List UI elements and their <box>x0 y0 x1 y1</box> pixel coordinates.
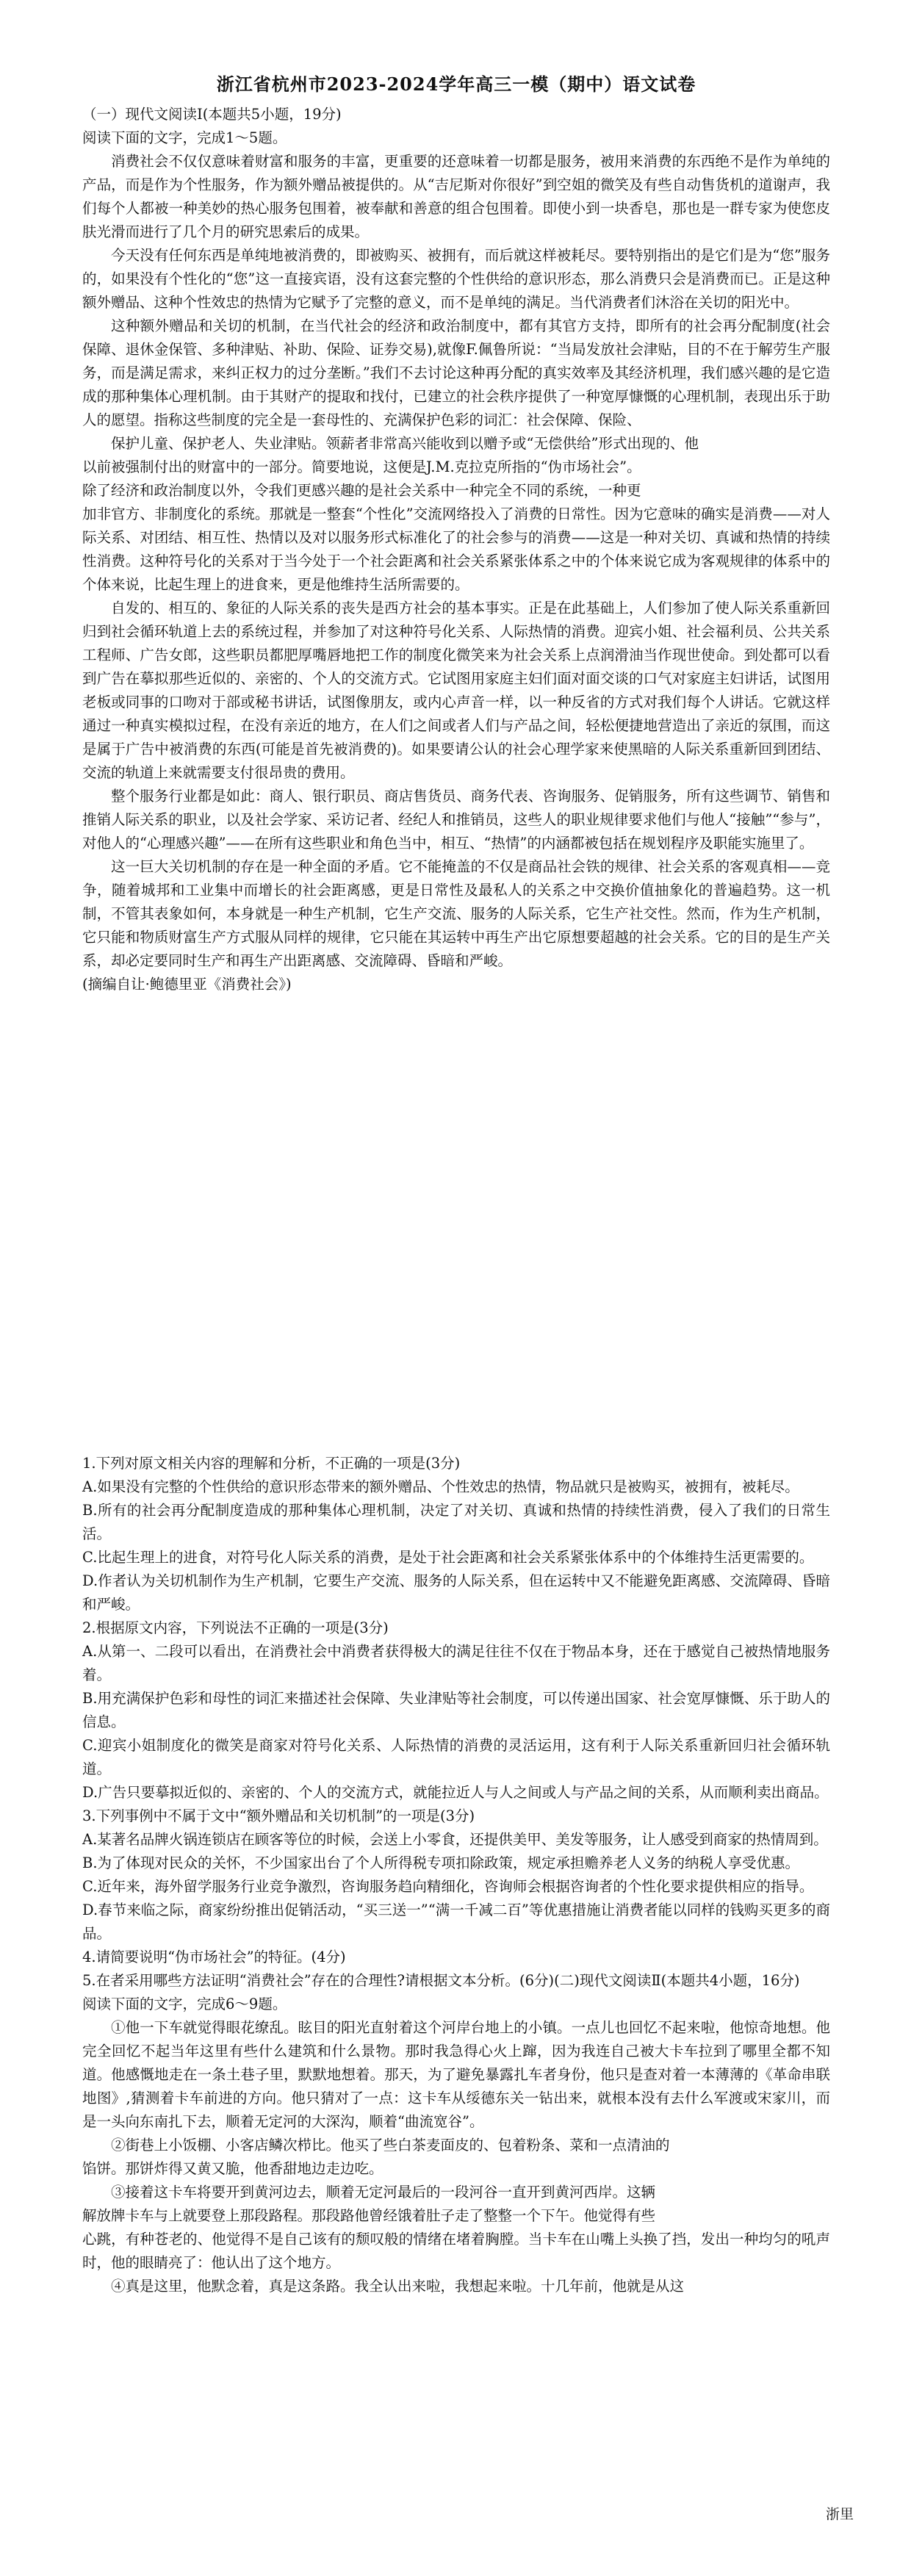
passage-source: (摘编自让·鲍德里亚《消费社会》) <box>82 976 292 993</box>
option-b: B.为了体现对民众的关怀，不少国家出台了个人所得税专项扣除政策，规定承担赡养老人义务的纳税人享受优惠。 <box>82 1854 800 1871</box>
option-c: C.比起生理上的进食，对符号化人际关系的消费，是处于社会距离和社会关系紧张体系中的个体维持生活更需要的。 <box>82 1549 814 1566</box>
option-c: C.近年来，海外留学服务行业竞争激烈，咨询服务趋向精细化，咨询师会根据咨询者的个性化要求提供相应的指导。 <box>82 1878 814 1895</box>
passage-paragraph: 消费社会不仅仅意味着财富和服务的丰富，更重要的还意味着一切都是服务，被用来消费的东西绝不是作为单纯的产品，而是作为个性服务，作为额外赠品被提供的。从“吉尼斯对你很好”到空姐的微笑及有些自动售货机的道谢声，我们每个人都被一种美妙的热心服务包围着，被奉献和善意的组合包围着。即使小到一块香皂，那也是一群专家为使您皮肤光滑而进行了几个月的研究思索后的成果。 <box>82 153 830 240</box>
passage-paragraph: 加非官方、非制度化的系统。那就是一整套“个性化”交流网络投入了消费的日常性。因为它意味的确实是消费——对人际关系、对团结、相互性、热情以及对以服务形式标准化了的社会参与的消费——这是一种对关切、真诚和热情的持续性消费。这种符号化的关系对于当今处于一个社会距离和社会关系紧张体系之中的个体来说它成为客观规律的体系中的个体来说，比起生理上的进食来，更是他维持生活所需要的。 <box>82 506 830 593</box>
story-paragraph: 心跳，有种苍老的、他觉得不是自己该有的颓叹般的情绪在堵着胸膛。当卡车在山嘴上头换了挡，发出一种均匀的吼声时，他的眼睛亮了：他认出了这个地方。 <box>82 2231 830 2271</box>
passage-paragraph: 这一巨大关切机制的存在是一种全面的矛盾。它不能掩盖的不仅是商品社会铁的规律、社会关系的客观真相——竞争，随着城邦和工业集中而增长的社会距离感，更是日常性及最私人的关系之中交换价值抽象化的普遍趋势。这一机制，不管其表象如何，本身就是一种生产机制，它生产交流、服务的人际关系，它生产社交性。然而，作为生产机制，它只能和物质财富生产方式服从同样的规律，它只能在其运转中再生产出它原想要超越的社会关系。它的目的是生产关系，却必定要同时生产和再生产出距离感、交流障碍、昏暗和严峻。 <box>82 858 830 969</box>
section1-heading: （一）现代文阅读Ⅰ(本题共5小题，19分) <box>82 106 342 123</box>
option-d: D.作者认为关切机制作为生产机制，它要生产交流、服务的人际关系，但在运转中又不能避免距离感、交流障碍、昏暗和严峻。 <box>82 1572 830 1613</box>
passage-paragraph: 今天没有任何东西是单纯地被消费的，即被购买、被拥有，而后就这样被耗尽。要特别指出的是它们是为“您”服务的，如果没有个性化的“您”这一直接宾语，没有这套完整的个性供给的意识形态，那么消费只会是消费而已。正是这种额外赠品、这种个性效忠的热情为它赋予了完整的意义，而不是单纯的满足。当代消费者们沐浴在关切的阳光中。 <box>82 247 830 311</box>
passage-paragraph: 整个服务行业都是如此：商人、银行职员、商店售货员、商务代表、咨询服务、促销服务，所有这些调节、销售和推销人际关系的职业，以及社会学家、采访记者、经纪人和推销员，这些人的职业规律要求他们与他人“接触”“参与”，对他人的“心理感兴趣”——在所有这些职业和角色当中，相互、“热情”的内涵都被包括在规划程序及职能实施里了。 <box>82 788 830 852</box>
page-footer: 浙里 <box>825 2506 854 2522</box>
question-4: 4.请简要说明“伪市场社会”的特征。(4分) <box>82 1949 346 1965</box>
section2-instruction: 阅读下面的文字，完成6～9题。 <box>82 1996 287 2012</box>
story-paragraph: 解放牌卡车与上就要登上那段路程。那段路他曾经饿着肚子走了整整一个下午。他觉得有些 <box>82 2207 656 2224</box>
section1-instruction: 阅读下面的文字，完成1～5题。 <box>82 129 287 146</box>
passage-paragraph: 除了经济和政治制度以外，令我们更感兴趣的是社会关系中一种完全不同的系统，一种更 <box>82 482 641 499</box>
option-a: A.如果没有完整的个性供给的意识形态带来的额外赠品、个性效忠的热情，物品就只是被购买，被拥有，被耗尽。 <box>82 1478 799 1495</box>
option-a: A.某著名品牌火锅连锁店在顾客等位的时候，会送上小零食，还提供美甲、美发等服务，让人感受到商家的热情周到。 <box>82 1831 828 1848</box>
passage-paragraph: 自发的、相互的、象征的人际关系的丧失是西方社会的基本事实。正是在此基础上，人们参加了使人际关系重新回归到社会循环轨道上去的系统过程，并参加了对这种符号化关系、人际热情的消费。迎宾小姐、社会福利员、公共关系工程师、广告女郎，这些职员都肥厚嘴唇地把工作的制度化微笑来为社会关系上点润滑油当作现世使命。到处都可以看到广告在摹拟那些近似的、亲密的、个人的交流方式。它试图用家庭主妇们面对面交谈的口气对家庭主妇讲话，试图用老板或同事的口吻对于部或秘书讲话，试图像朋友，或内心声音一样，以一种反省的方式对我们每个人讲话。它就这样通过一种真实模拟过程，在没有亲近的地方，在人们之间或者人们与产品之间，轻松便捷地营造出了亲近的氛围，而这是属于广告中被消费的东西(可能是首先被消费的)。如果要请公认的社会心理学家来使黑暗的人际关系重新回到团结、交流的轨道上来就需要支付很昂贵的费用。 <box>82 600 830 781</box>
story-paragraph: ③接着这卡车将要开到黄河边去，顺着无定河最后的一段河谷一直开到黄河西岸。这辆 <box>111 2184 656 2201</box>
passage-paragraph: 这种额外赠品和关切的机制，在当代社会的经济和政治制度中，都有其官方支持，即所有的社会再分配制度(社会保障、退休金保管、多种津贴、补助、保险、证券交易),就像F.佩鲁所说：“当局发放社会津贴，目的不在于解劳生产服务，而是满足需求，来纠正权力的过分垄断。”我们不去讨论这种再分配的真实效率及其经济机理，我们感兴趣的是它造成的那种集体心理机制。由于其财产的提取和找付，已建立的社会秩序提供了一种宽厚慷慨的心理机制，表现出乐于助人的愿望。指称这些制度的完全是一套母性的、充满保护色彩的词汇：社会保障、保险、 <box>82 317 830 428</box>
story-paragraph: ①他一下车就觉得眼花缭乱。眩目的阳光直射着这个河岸台地上的小镇。一点儿也回忆不起来啦，他惊奇地想。他完全回忆不起当年这里有些什么建筑和什么景物。那时我急得心火上蹿，因为我连自己被大卡车拉到了哪里全都不知道。他感慨地走在一条土巷子里，默默地想着。那天，为了避免暴露扎车者身份，他只是查对着一本薄薄的《革命串联地图》,猜测着卡车前进的方向。他只猜对了一点：这卡车从绥德东关一钻出来，就根本没有去什么军渡或宋家川，而是一头向东南扎下去，顺着无定河的大深沟，顺着“曲流宽谷”。 <box>82 2019 830 2130</box>
exam-page <box>82 70 830 2298</box>
option-b: B.所有的社会再分配制度造成的那种集体心理机制，决定了对关切、真诚和热情的持续性消费，侵入了我们的日常生活。 <box>82 1502 830 1542</box>
exam-title: 浙江省杭州市2023-2024学年高三一模（期中）语文试卷 <box>216 73 696 95</box>
story-paragraph: 馅饼。那饼炸得又黄又脆，他香甜地边走边吃。 <box>82 2160 384 2177</box>
option-d: D.春节来临之际，商家纷纷推出促销活动，“买三送一”“满一千减二百”等优惠措施让消费者能以同样的钱购买更多的商品。 <box>82 1902 830 1942</box>
passage-paragraph: 以前被强制付出的财富中的一部分。简要地说，这便是J.M.克拉克所指的“伪市场社会”。 <box>82 458 641 475</box>
blank-space <box>82 996 830 1452</box>
question-3: 3.下列事例中不属于文中“额外赠品和关切机制”的一项是(3分) <box>82 1807 475 1824</box>
option-c: C.迎宾小姐制度化的微笑是商家对符号化关系、人际热情的消费的灵活运用，这有利于人际关系重新回归社会循环轨道。 <box>82 1737 830 1777</box>
option-a: A.从第一、二段可以看出，在消费社会中消费者获得极大的满足往往不仅在于物品本身，还在于感觉自己被热情地服务着。 <box>82 1643 830 1683</box>
question-2: 2.根据原文内容，下列说法不正确的一项是(3分) <box>82 1619 389 1636</box>
story-paragraph: ②街巷上小饭棚、小客店鳞次栉比。他买了些白茶麦面皮的、包着粉条、菜和一点清油的 <box>111 2137 670 2154</box>
question-5: 5.在者采用哪些方法证明“消费社会”存在的合理性?请根据文本分析。(6分)(二)现代文阅读Ⅱ(本题共4小题，16分) <box>82 1972 800 1989</box>
story-paragraph: ④真是这里，他默念着，真是这条路。我全认出来啦，我想起来啦。十几年前，他就是从这 <box>111 2278 685 2295</box>
question-1: 1.下列对原文相关内容的理解和分析，不正确的一项是(3分) <box>82 1455 461 1472</box>
option-b: B.用充满保护色彩和母性的词汇来描述社会保障、失业津贴等社会制度，可以传递出国家、社会宽厚慷慨、乐于助人的信息。 <box>82 1690 830 1730</box>
passage-paragraph: 保护儿童、保护老人、失业津贴。领薪者非常高兴能收到以赠予或“无偿供给”形式出现的、他 <box>111 435 699 452</box>
option-d: D.广告只要摹拟近似的、亲密的、个人的交流方式，就能拉近人与人之间或人与产品之间的关系，从而顺利卖出商品。 <box>82 1784 829 1801</box>
